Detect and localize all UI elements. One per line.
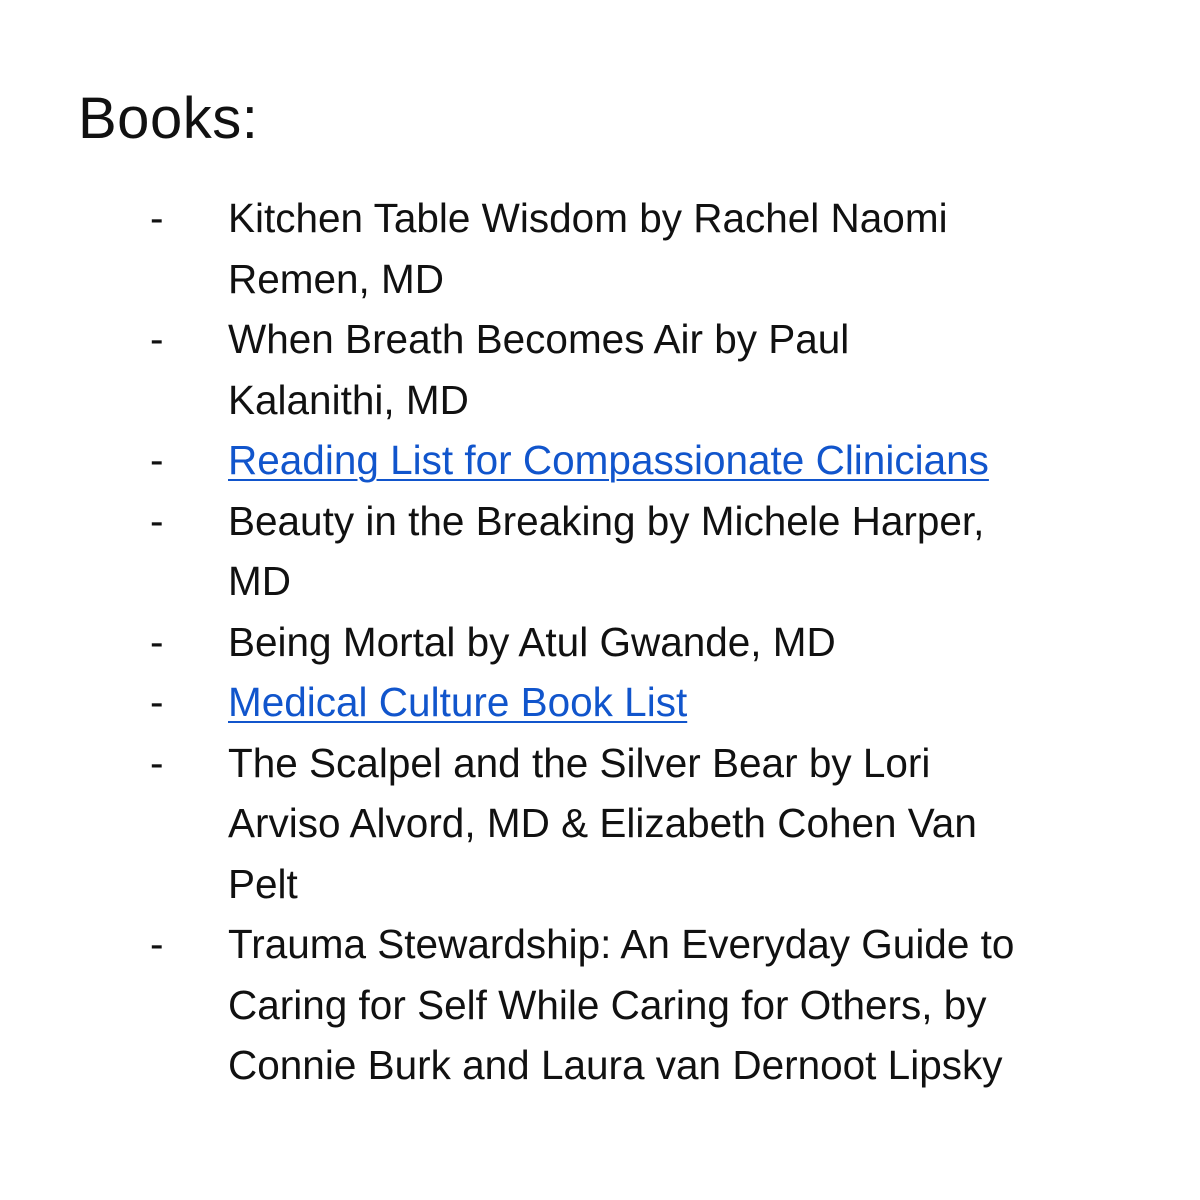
book-title-line: Caring for Self While Caring for Others, by [228,981,987,1028]
bullet-dash: - [150,437,164,483]
book-title-line: Remen, MD [228,255,445,302]
books-heading: Books: [78,86,259,151]
bullet-dash: - [150,316,164,362]
bullet-dash: - [150,921,164,967]
book-title-line: Being Mortal by Atul Gwande, MD [228,618,836,665]
medical-culture-book-list-link[interactable]: Medical Culture Book List [228,679,688,725]
list-item [0,309,1200,430]
list-item [0,491,1200,612]
list-item [0,612,1200,673]
book-title-line: The Scalpel and the Silver Bear by Lori [228,739,931,786]
book-title-line: Pelt [228,860,298,907]
book-title-line: Beauty in the Breaking by Michele Harper, [228,497,985,544]
book-link-line [228,430,1130,491]
list-item [0,430,1200,491]
book-title-line: Connie Burk and Laura van Dernoot Lipsky [228,1042,1003,1088]
bullet-dash: - [150,618,164,665]
bullet-dash: - [150,497,164,544]
bullet-dash: - [150,739,164,786]
book-title-line: Kitchen Table Wisdom by Rachel Naomi [228,195,948,241]
book-title-line: When Breath Becomes Air by Paul [228,316,850,362]
bullet-dash: - [150,679,164,725]
list-item [0,733,1200,915]
list-item [0,672,1200,733]
bullet-dash: - [150,195,164,241]
book-title-line: Arviso Alvord, MD & Elizabeth Cohen Van [228,800,977,846]
book-link-line [228,672,1130,733]
reading-list-link[interactable]: Reading List for Compassionate Clinicians [228,437,989,483]
list-item [0,188,1200,309]
book-title-line: Kalanithi, MD [228,376,469,423]
book-title-line: MD [228,558,291,604]
book-title-line: Trauma Stewardship: An Everyday Guide to [228,921,1015,967]
book-list [0,188,1200,1096]
list-item [0,914,1200,1096]
